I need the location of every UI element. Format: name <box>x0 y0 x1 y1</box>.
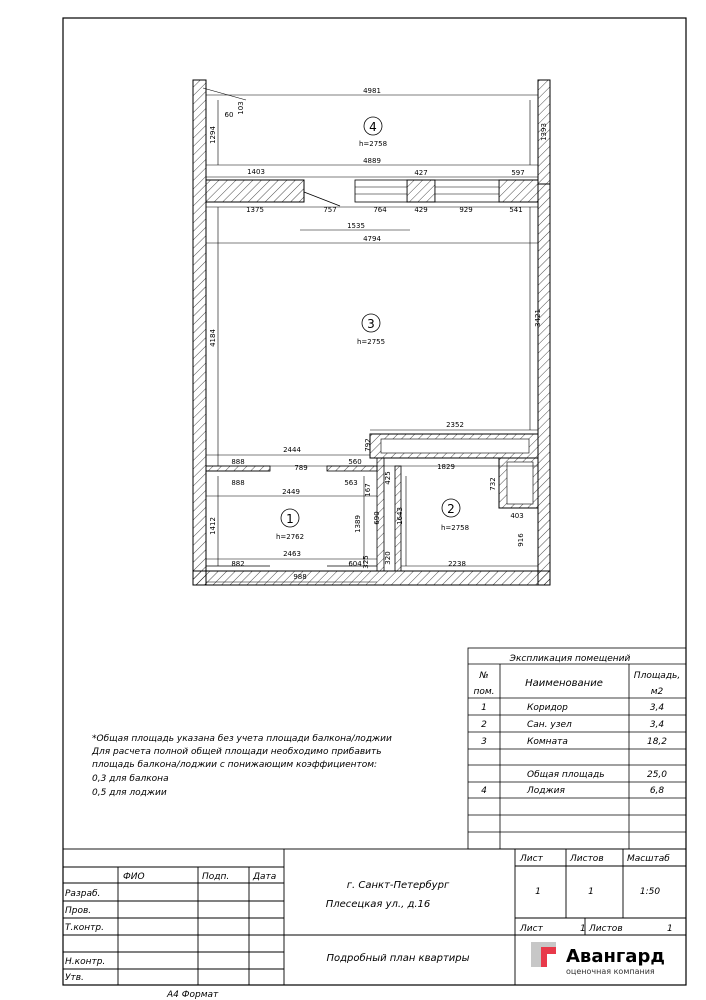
dim-label: 988 <box>293 573 307 581</box>
stamp-list-header: Лист <box>520 854 543 864</box>
dim-label: 929 <box>459 206 473 214</box>
sheet-format: А4 Формат <box>167 990 219 1000</box>
dim-label: 690 <box>373 511 381 525</box>
room-number: 2 <box>447 502 455 516</box>
dim-label: 4184 <box>209 329 217 347</box>
dim-label: 320 <box>384 551 392 565</box>
note-line: 0,3 для балкона <box>92 774 169 784</box>
dim-label: 882 <box>231 560 245 568</box>
table-cell: 1 <box>481 703 487 713</box>
dim-label: 732 <box>489 477 497 491</box>
dim-label: 427 <box>414 169 428 177</box>
stamp-list2-value: 1 <box>580 924 586 934</box>
stamp-podp: Подп. <box>202 872 230 882</box>
stamp-listov2-label: Листов <box>589 924 623 934</box>
dim-label: 792 <box>364 438 372 452</box>
dim-label: 541 <box>509 206 523 214</box>
stamp-city: г. Санкт-Петербург <box>346 880 450 891</box>
dim-label: 4981 <box>363 87 381 95</box>
dim-label: 2444 <box>283 446 301 454</box>
stamp-list-value: 1 <box>535 887 541 897</box>
dim-label: 1829 <box>437 463 455 471</box>
avangard-logo-icon <box>531 942 556 967</box>
dim-label: 4794 <box>363 235 381 243</box>
dim-label: 1412 <box>209 517 217 535</box>
col-header: Площадь, <box>633 671 681 681</box>
explication-table <box>468 648 686 849</box>
dim-label: 563 <box>344 479 358 487</box>
note-line: *Общая площадь указана без учета площади балкона/лоджии <box>92 734 392 744</box>
dim-label: 429 <box>414 206 428 214</box>
dim-label: 325 <box>362 555 370 569</box>
table-cell: 18,2 <box>646 737 668 747</box>
stamp-nkontr: Н.контр. <box>65 957 106 967</box>
dim-label: 1294 <box>209 126 217 144</box>
dim-label: 1393 <box>540 123 548 141</box>
stamp-masshtab-value: 1:50 <box>639 887 661 897</box>
dim-label: 2463 <box>283 550 301 558</box>
dim-label: 604 <box>348 560 362 568</box>
dim-label: 167 <box>364 483 372 497</box>
col-header: пом. <box>473 687 495 697</box>
table-cell: 3,4 <box>649 703 665 713</box>
room-number: 4 <box>369 120 377 134</box>
dim-label: 2449 <box>282 488 300 496</box>
room-height: h=2762 <box>275 533 305 541</box>
stamp-listov-header: Листов <box>570 854 604 864</box>
table-cell: 2 <box>481 720 487 730</box>
col-header: № <box>479 671 489 681</box>
note-line: 0,5 для лоджии <box>92 788 167 798</box>
room-marker-3 <box>357 314 385 346</box>
dim-label: 1389 <box>354 515 362 533</box>
dim-label: 403 <box>510 512 524 520</box>
walls <box>193 80 550 585</box>
table-cell: Лоджия <box>527 786 565 796</box>
dim-label: 1643 <box>396 507 404 525</box>
stamp-fio: ФИО <box>123 872 145 882</box>
dim-label: 597 <box>511 169 525 177</box>
dim-label: 888 <box>231 479 245 487</box>
dim-label: 1375 <box>246 206 264 214</box>
stamp-tkontr: Т.контр. <box>65 923 105 933</box>
dim-label: 789 <box>294 464 308 472</box>
stamp-prov: Пров. <box>65 906 92 916</box>
brand-name: Авангард <box>566 946 665 967</box>
dim-label: 103 <box>237 101 245 115</box>
room-height: h=2758 <box>440 524 470 532</box>
dim-label: 2352 <box>446 421 464 429</box>
col-header: м2 <box>650 687 664 697</box>
dim-label: 916 <box>517 533 525 547</box>
stamp-masshtab-header: Масштаб <box>627 854 670 864</box>
dim-label: 764 <box>373 206 387 214</box>
room-height: h=2755 <box>356 338 386 346</box>
area-note <box>91 734 392 798</box>
note-line: Для расчета полной общей площади необходимо прибавить <box>92 747 382 757</box>
stamp-plan-title: Подробный план квартиры <box>326 953 470 964</box>
stamp-data: Дата <box>253 872 277 882</box>
room-marker-4 <box>359 117 387 148</box>
col-header: Наименование <box>525 678 603 689</box>
room-number: 3 <box>367 317 375 331</box>
total-value: 25,0 <box>646 770 668 780</box>
stamp-listov-value: 1 <box>588 887 594 897</box>
table-cell: 6,8 <box>649 786 665 796</box>
table-cell: Коридор <box>527 703 568 713</box>
explication-title: Экспликация помещений <box>509 654 631 664</box>
total-label: Общая площадь <box>527 770 605 780</box>
dim-label: 560 <box>348 458 362 466</box>
dim-label: 1535 <box>347 222 365 230</box>
dim-label: 888 <box>231 458 245 466</box>
dim-label: 3421 <box>534 309 542 327</box>
table-cell: Сан. узел <box>527 720 572 730</box>
brand-subtitle: оценочная компания <box>566 967 655 976</box>
dim-label: 1403 <box>247 168 265 176</box>
table-cell: 3,4 <box>649 720 665 730</box>
table-cell: 4 <box>481 786 487 796</box>
dim-label: 2238 <box>448 560 466 568</box>
table-cell: Комната <box>527 737 568 747</box>
room-height: h=2758 <box>358 140 388 148</box>
note-line: площадь балкона/лоджии с понижающим коэффициентом: <box>92 760 378 770</box>
dim-label: 425 <box>384 471 392 485</box>
room-number: 1 <box>286 512 294 526</box>
dim-label: 4889 <box>363 157 381 165</box>
stamp-list2-label: Лист <box>520 924 543 934</box>
stamp-utv: Утв. <box>65 973 84 983</box>
stamp-razrab: Разраб. <box>65 889 101 899</box>
table-cell: 3 <box>481 737 487 747</box>
room-marker-1 <box>276 509 304 541</box>
stamp-street: Плесецкая ул., д.16 <box>325 899 431 910</box>
dim-label: 60 <box>224 111 234 119</box>
dim-label: 757 <box>323 206 337 214</box>
room-marker-2 <box>441 499 469 532</box>
title-block <box>63 849 686 985</box>
stamp-listov2-value: 1 <box>667 924 673 934</box>
